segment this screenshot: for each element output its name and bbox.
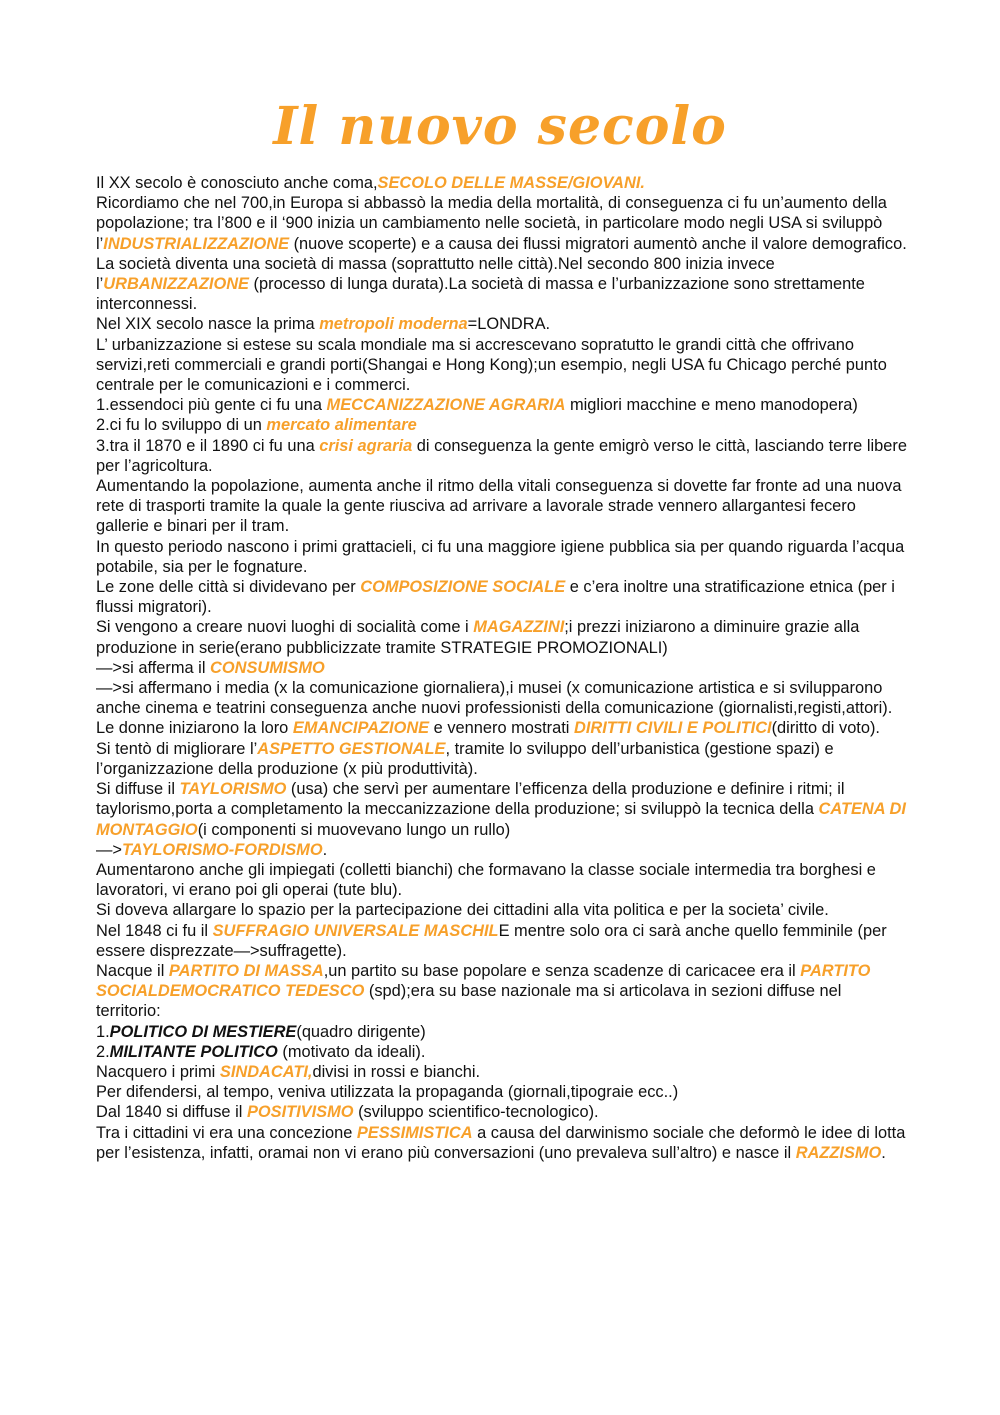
text-run: Nel 1848 ci fu il (96, 921, 213, 940)
text-run: migliori macchine e meno manodopera) (565, 396, 858, 415)
highlighted-term: DIRITTI CIVILI E POLITICI (573, 719, 772, 738)
text-run: Nel XIX secolo nasce la prima (96, 315, 320, 334)
highlighted-term: ASPETTO GESTIONALE (257, 739, 446, 758)
paragraph (96, 617, 908, 657)
text-run: Per difendersi, al tempo, veniva utilizzata la propaganda (giornali,tipograie ecc..) (96, 1083, 679, 1102)
text-run: E mentre solo ora ci sarà anche quello femminile (per essere disprezzate—>suffragette). (96, 921, 887, 960)
text-run: Si diffuse il (96, 780, 180, 799)
paragraph (96, 921, 908, 961)
text-run: Si vengono a creare nuovi luoghi di socialità come i (96, 618, 474, 637)
text-run: 1. (96, 1022, 110, 1041)
text-run: L’ urbanizzazione si estese su scala mondiale ma si accrescevano sopratutto le grandi città che offrivano servizi,reti commerciali e grandi porti(Shangai e Hong Kong);un esempio, negli USA fu Chicago perché punto centrale per le comunicazioni e i commerci. (96, 335, 887, 395)
paragraph (96, 1123, 908, 1163)
paragraph (96, 476, 908, 537)
text-run: (motivato da ideali). (277, 1042, 426, 1061)
text-run: (diritto di voto). (771, 719, 880, 738)
highlighted-term: SUFFRAGIO UNIVERSALE MASCHIL (212, 921, 499, 940)
highlighted-term: metropoli moderna (319, 315, 468, 334)
text-run: —>si affermano i media (x la comunicazione giornaliera),i musei (x comunicazione artistica e si svilupparono anche cinema e teatrini conseguenza anche nuovi professionisti della comunicazione (giornalisti,registi,attori). (96, 679, 893, 718)
highlighted-term: TAYLORISMO-FORDISMO (121, 840, 323, 859)
text-run: Tra i cittadini vi era una concezione (96, 1123, 357, 1142)
paragraph (96, 193, 908, 254)
paragraph (96, 254, 908, 315)
text-run: Nacque il (96, 961, 169, 980)
text-run: a causa del darwinismo sociale che deformò le idee di lotta per l’esistenza, infatti, oramai non vi erano più conversazioni (uno prevaleva sull’altro) e nasce il (96, 1123, 906, 1162)
paragraph (96, 314, 908, 334)
text-run: 3.tra il 1870 e il 1890 ci fu una (96, 436, 320, 455)
highlighted-term: TAYLORISMO (179, 780, 287, 799)
paragraph (96, 678, 908, 718)
text-run: Aumentarono anche gli impiegati (colletti bianchi) che formavano la classe sociale intermedia tra borghesi e lavoratori, vi erano poi gli operai (tute blu). (96, 860, 876, 900)
highlighted-term: POSITIVISMO (246, 1103, 354, 1122)
text-run: (spd);era su base nazionale ma si articolava in sezioni diffuse nel territorio: (96, 982, 842, 1021)
text-run: Si tentò di migliorare l’ (96, 739, 258, 758)
text-run: (i componenti si muovevano lungo un rullo) (197, 820, 511, 839)
paragraph (96, 1082, 908, 1102)
text-run: 1.essendoci più gente ci fu una (96, 396, 327, 415)
paragraph (96, 1022, 908, 1042)
text-run: Il XX secolo è conosciuto anche coma, (96, 174, 378, 192)
highlighted-term: PESSIMISTICA (356, 1123, 473, 1142)
paragraph (96, 840, 908, 860)
paragraph (96, 1062, 908, 1082)
text-run: =LONDRA. (467, 315, 551, 334)
highlighted-term: mercato alimentare (266, 416, 417, 435)
bold-term: MILITANTE POLITICO (109, 1042, 278, 1061)
text-run: Le donne iniziarono la loro (96, 719, 293, 738)
text-run: —>si afferma il (96, 658, 211, 677)
text-run: 2.ci fu lo sviluppo di un (96, 416, 267, 435)
document-body (96, 173, 908, 1163)
text-run: Le zone delle città si dividevano per (96, 578, 361, 597)
text-run: e c’era inoltre una stratificazione etnica (per i flussi migratori). (96, 578, 895, 617)
text-run: divisi in rossi e bianchi. (312, 1062, 481, 1081)
paragraph (96, 860, 908, 900)
highlighted-term: EMANCIPAZIONE (292, 719, 430, 738)
highlighted-term: PARTITO SOCIALDEMOCRATICO TEDESCO (96, 961, 871, 1001)
bold-term: POLITICO DI MESTIERE (109, 1022, 297, 1041)
highlighted-term: RAZZISMO (795, 1143, 882, 1162)
text-run: e vennero mostrati (429, 719, 574, 738)
paragraph (96, 436, 908, 476)
paragraph (96, 1042, 908, 1062)
paragraph (96, 900, 908, 920)
highlighted-term: CATENA DI MONTAGGIO (96, 800, 906, 839)
text-run: 2. (96, 1042, 110, 1061)
paragraph (96, 537, 908, 577)
highlighted-term: SINDACATI, (219, 1062, 313, 1081)
text-run: ,un partito su base popolare e senza scadenze di caricacee era il (323, 961, 801, 980)
highlighted-term: INDUSTRIALIZZAZIONE (103, 234, 290, 253)
text-run: , tramite lo sviluppo dell’urbanistica (gestione spazi) e l’organizzazione della produzione (x più produttività). (96, 739, 834, 778)
text-run: ;i prezzi iniziarono a diminuire grazie alla produzione in serie(erano pubblicizzate tramite STRATEGIE PROMOZIONALI) (96, 618, 860, 657)
text-run: La società diventa una società di massa (soprattutto nelle città).Nel secondo 800 inizia invece l’ (96, 254, 775, 294)
text-run: Ricordiamo che nel 700,in Europa si abbassò la media della mortalità, di conseguenza ci fu un’aumento della popolazione; tra l’800 e il ‘900 inizia un cambiamento nelle società, in particolare modo negli USA si sviluppò l’ (96, 194, 887, 253)
highlighted-term: MECCANIZZAZIONE AGRARIA (326, 396, 566, 415)
text-run: (usa) che servì per aumentare l’efficenza della produzione e definire i ritmi; il taylorismo,porta a completamento la meccanizzazione della produzione; si sviluppò la tecnica della (96, 780, 845, 819)
highlighted-term: PARTITO DI MASSA (168, 961, 324, 980)
text-run: (sviluppo scientifico-tecnologico). (353, 1103, 599, 1122)
text-run: (nuove scoperte) e a causa dei flussi migratori aumentò anche il valore demografico. (289, 234, 907, 253)
paragraph (96, 739, 908, 779)
paragraph (96, 1102, 908, 1122)
highlighted-term: URBANIZZAZIONE (103, 275, 249, 294)
text-run: In questo periodo nascono i primi grattacieli, ci fu una maggiore igiene pubblica sia per quando riguarda l’acqua potabile, sia per le fognature. (96, 537, 905, 576)
paragraph (96, 658, 908, 678)
paragraph (96, 779, 908, 840)
paragraph (96, 961, 908, 1022)
text-run: Nacquero i primi (96, 1062, 220, 1081)
paragraph (96, 335, 908, 396)
text-run: —> (96, 840, 122, 859)
highlighted-term: crisi agraria (319, 436, 413, 455)
highlighted-term: MAGAZZINI (473, 618, 565, 637)
text-run: di conseguenza la gente emigrò verso le città, lasciando terre libere per l’agricoltura. (96, 436, 907, 475)
paragraph (96, 173, 908, 193)
highlighted-term: COMPOSIZIONE SOCIALE (360, 578, 566, 597)
text-run: Si doveva allargare lo spazio per la partecipazione dei cittadini alla vita politica e per la societa’ civile. (96, 901, 829, 920)
paragraph (96, 395, 908, 415)
paragraph (96, 718, 908, 738)
text-run: . (322, 840, 328, 859)
paragraph (96, 415, 908, 435)
paragraph (96, 577, 908, 617)
text-run: . (881, 1143, 886, 1162)
text-run: Aumentando la popolazione, aumenta anche il ritmo della vitali conseguenza si dovette far fronte ad una nuova rete di trasporti tramite la quale la gente riusciva ad arrivare a lavorale strade vennero allargantesi fecero gallerie e binari per il tram. (96, 477, 902, 536)
highlighted-term: CONSUMISMO (210, 658, 325, 677)
text-run: Dal 1840 si diffuse il (96, 1103, 247, 1122)
page-title: Il nuovo secolo (273, 96, 727, 157)
text-run: (processo di lunga durata).La società di massa e l’urbanizzazione sono strettamente interconnessi. (96, 275, 865, 314)
text-run: (quadro dirigente) (296, 1022, 426, 1041)
highlighted-term: SECOLO DELLE MASSE/GIOVANI. (377, 174, 645, 192)
